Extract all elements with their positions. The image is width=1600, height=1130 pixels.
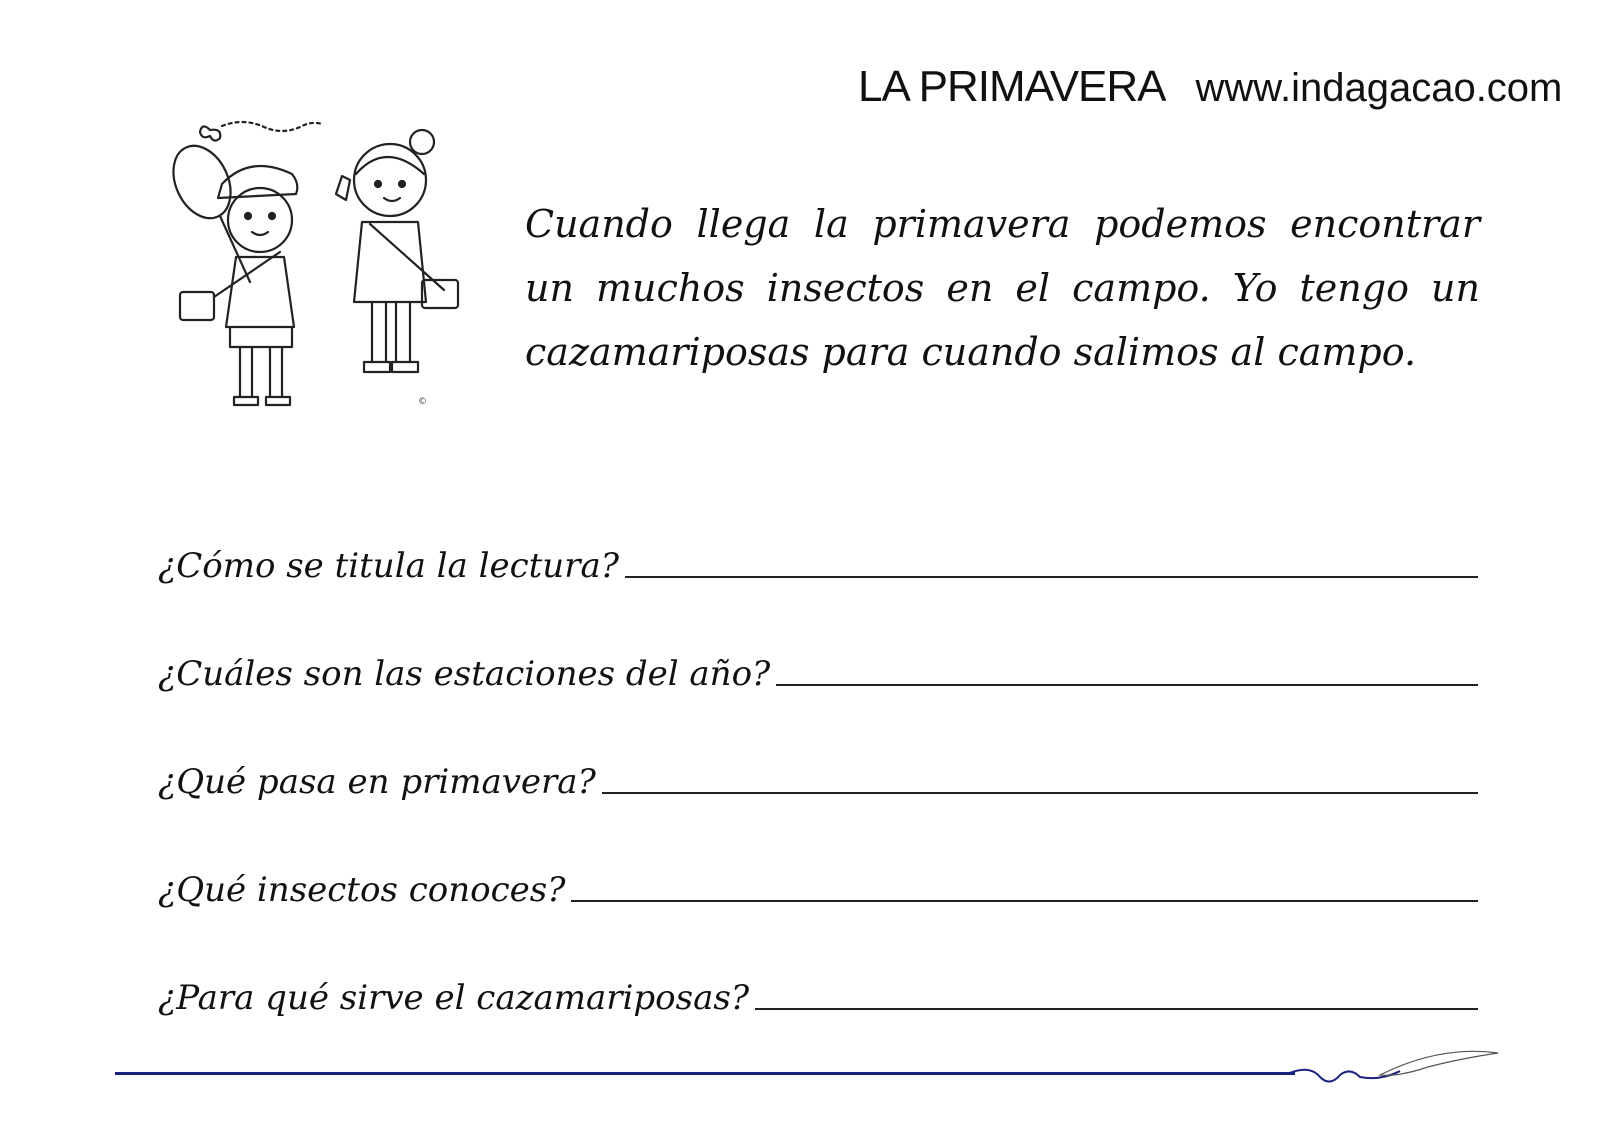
question-text: ¿Qué pasa en primavera?: [158, 762, 596, 802]
answer-line[interactable]: [571, 899, 1478, 902]
butterfly-icon: [200, 122, 322, 141]
question-row: [158, 912, 1478, 1020]
children-butterfly-net-illustration: [160, 112, 460, 422]
question-row: [158, 480, 1478, 588]
answer-line[interactable]: [755, 1007, 1478, 1010]
question-text: ¿Cuáles son las estaciones del año?: [158, 654, 771, 694]
question-text: ¿Qué insectos conoces?: [158, 870, 566, 910]
butterfly-net-icon: [162, 137, 250, 282]
page-header: [858, 62, 1562, 112]
question-text: ¿Para qué sirve el cazamariposas?: [158, 978, 750, 1018]
question-row: [158, 696, 1478, 804]
question-row: [158, 588, 1478, 696]
footer-divider: [115, 1072, 1295, 1075]
question-row: [158, 804, 1478, 912]
girl-figure: [336, 130, 458, 372]
questions-list: [158, 480, 1478, 1020]
answer-line[interactable]: [776, 683, 1478, 686]
site-url: www.indagacao.com: [1195, 66, 1563, 110]
page-title: LA PRIMAVERA: [858, 62, 1166, 111]
answer-line[interactable]: [602, 791, 1478, 794]
answer-line[interactable]: [625, 575, 1478, 578]
boy-figure: [180, 166, 297, 405]
svg-text:©: ©: [418, 397, 427, 407]
feather-pen-flourish-icon: [1290, 1035, 1500, 1095]
question-text: ¿Cómo se titula la lectura?: [158, 546, 619, 586]
reading-paragraph: Cuando llega la primavera podemos encontrar un muchos insectos en el campo. Yo tengo un cazamariposas para cuando salimos al campo.: [525, 202, 1480, 374]
